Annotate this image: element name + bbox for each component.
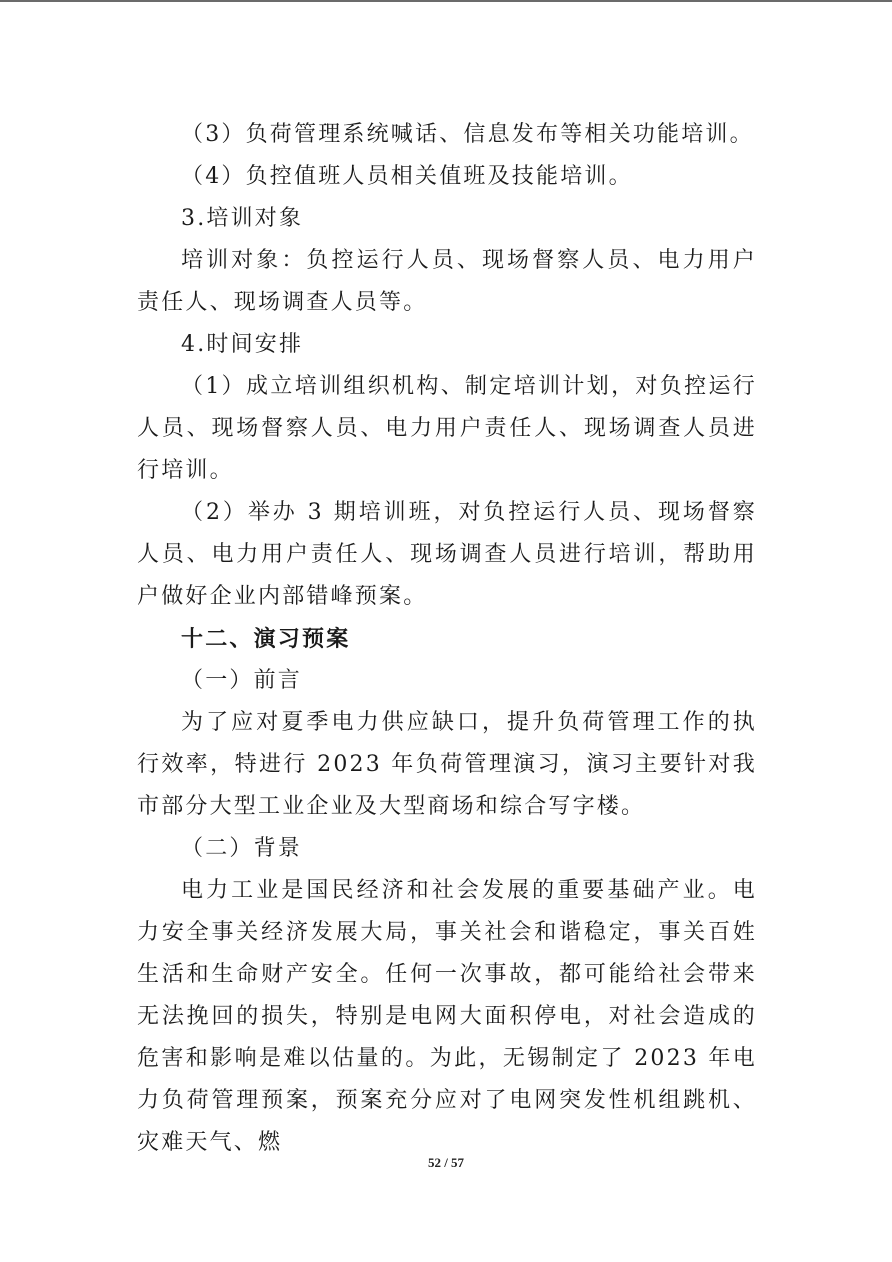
document-page [137, 114, 757, 1164]
page-top-border [0, 0, 892, 2]
subheading-training-target: 3.培训对象 [181, 206, 304, 231]
paragraph-training-item-3: （3）负荷管理系统喊话、信息发布等相关功能培训。 [181, 122, 754, 147]
paragraph-training-item-4: （4）负控值班人员相关值班及技能培训。 [181, 164, 633, 189]
section-heading-drill-plan: 十二、演习预案 [181, 626, 351, 652]
page-number: 52 / 57 [427, 1155, 465, 1170]
paragraph-background: 电力工业是国民经济和社会发展的重要基础产业。电力安全事关经济发展大局，事关社会和谐稳定，事关百姓生活和生命财产安全。任何一次事故，都可能给社会带来无法挽回的损失，特别是电网大面积停电，对社会造成的危害和影响是难以估量的。为此，无锡制定了 2023 年电力负荷管理预案，预案充分应对了电网突发性机组跳机、灾难天气、燃 [137, 878, 757, 1155]
paragraph-training-target: 培训对象：负控运行人员、现场督察人员、电力用户责任人、现场调查人员等。 [137, 248, 757, 315]
paragraph-schedule-item-2: （2）举办 3 期培训班，对负控运行人员、现场督察人员、电力用户责任人、现场调查人员进行培训，帮助用户做好企业内部错峰预案。 [137, 500, 757, 609]
paragraph-schedule-item-1: （1）成立培训组织机构、制定培训计划，对负控运行人员、现场督察人员、电力用户责任人、现场调查人员进行培训。 [137, 374, 757, 483]
paragraph-preface: 为了应对夏季电力供应缺口，提升负荷管理工作的执行效率，特进行 2023 年负荷管理演习，演习主要针对我市部分大型工业企业及大型商场和综合写字楼。 [137, 710, 757, 819]
subheading-preface: （一）前言 [181, 668, 303, 693]
subheading-background: （二）背景 [181, 836, 303, 861]
subheading-schedule: 4.时间安排 [181, 332, 304, 357]
